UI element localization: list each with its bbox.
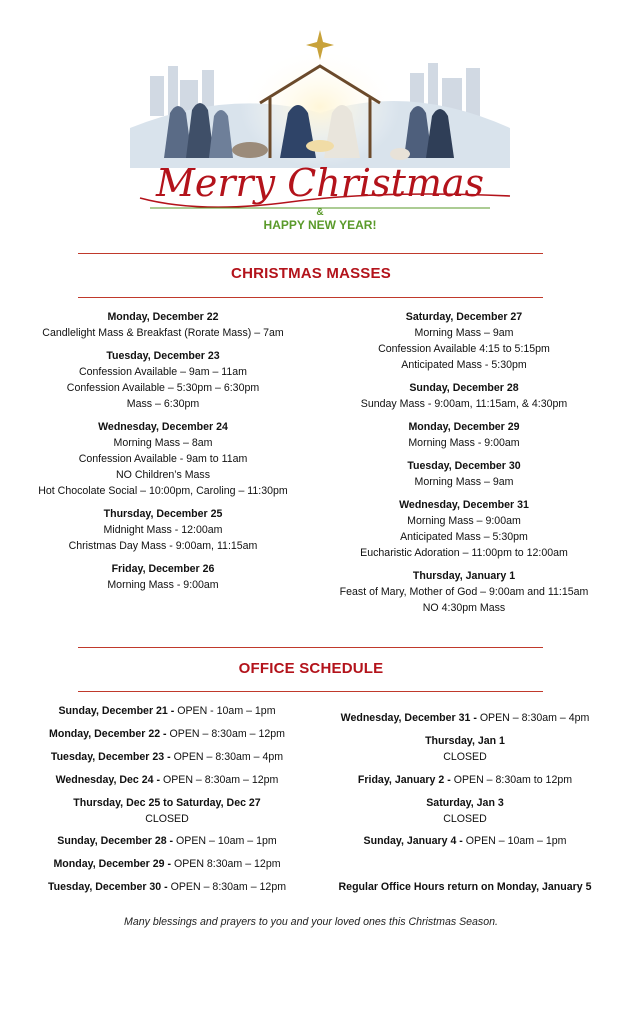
divider xyxy=(78,297,543,298)
divider xyxy=(78,253,543,254)
office-entry-status: CLOSED xyxy=(443,813,487,825)
office-entry xyxy=(22,772,312,788)
mass-line: Morning Mass - 9:00am xyxy=(408,437,520,449)
office-entry-day: Tuesday, December 23 - xyxy=(50,751,174,763)
mass-day-heading: Saturday, December 27 xyxy=(405,311,523,323)
office-entry-hours: OPEN – 8:30am – 12pm xyxy=(169,728,285,740)
masses-right-column xyxy=(314,309,614,623)
office-entry-status: CLOSED xyxy=(145,813,189,825)
divider xyxy=(78,691,543,692)
mass-line: Morning Mass – 8am xyxy=(113,437,213,449)
mass-day-heading: Tuesday, December 23 xyxy=(106,350,220,362)
mass-day-heading: Friday, December 26 xyxy=(111,563,215,575)
mass-line: Feast of Mary, Mother of God – 9:00am and 11:15am xyxy=(339,586,589,598)
office-entry-day: Thursday, Dec 25 to Saturday, Dec 27 xyxy=(73,797,261,809)
mass-line: Confession Available – 5:30pm – 6:30pm xyxy=(66,382,260,394)
mass-line: Morning Mass – 9am xyxy=(414,327,514,339)
divider xyxy=(78,647,543,648)
mass-line: Confession Available - 9am to 11am xyxy=(78,453,248,465)
mass-day-heading: Wednesday, December 24 xyxy=(98,421,228,433)
svg-text:HAPPY NEW YEAR!: HAPPY NEW YEAR! xyxy=(263,218,377,232)
office-entry-hours: OPEN 8:30am – 12pm xyxy=(173,858,281,870)
svg-text:Merry Christmas: Merry Christmas xyxy=(155,161,485,205)
mass-day-heading: Sunday, December 28 xyxy=(409,382,519,394)
mass-day xyxy=(18,309,308,341)
office-entry-hours: OPEN – 8:30am – 12pm xyxy=(162,774,279,786)
mass-day xyxy=(18,419,308,499)
nativity-illustration xyxy=(110,18,530,233)
office-entry-day: Monday, December 22 - xyxy=(49,728,170,740)
office-entry-hours: OPEN – 8:30am – 12pm xyxy=(170,881,287,893)
mass-day xyxy=(18,506,308,554)
office-entry xyxy=(315,833,615,849)
mass-line: Confession Available – 9am – 11am xyxy=(78,366,248,378)
office-entry-day: Saturday, Jan 3 xyxy=(426,797,504,809)
mass-line: Sunday Mass - 9:00am, 11:15am, & 4:30pm xyxy=(360,398,568,410)
mass-day xyxy=(314,419,614,451)
office-entry-day: Sunday, December 28 - xyxy=(57,835,177,847)
mass-line: Hot Chocolate Social – 10:00pm, Caroling – 11:30pm xyxy=(38,485,288,497)
office-entry-hours: OPEN – 8:30am – 4pm xyxy=(173,751,284,763)
office-entry xyxy=(22,726,312,742)
mass-line: Christmas Day Mass - 9:00am, 11:15am xyxy=(68,540,258,552)
mass-line: NO 4:30pm Mass xyxy=(422,602,506,614)
office-entry-status: CLOSED xyxy=(443,751,487,763)
office-entry xyxy=(315,710,615,726)
mass-line: Anticipated Mass - 5:30pm xyxy=(401,359,527,371)
masses-left-column xyxy=(18,309,308,600)
footer-blessing: Many blessings and prayers to you and your loved ones this Christmas Season. xyxy=(124,916,498,928)
masses-title: CHRISTMAS MASSES xyxy=(231,265,391,282)
office-entry-day: Monday, December 29 - xyxy=(53,858,174,870)
mass-day xyxy=(314,309,614,373)
office-entry-day: Wednesday, December 31 - xyxy=(340,712,480,724)
mass-line: NO Children’s Mass xyxy=(116,469,210,481)
office-entry xyxy=(315,772,615,788)
mass-day xyxy=(18,348,308,412)
mass-line: Midnight Mass - 12:00am xyxy=(103,524,223,536)
mass-line: Confession Available 4:15 to 5:15pm xyxy=(378,343,550,355)
office-entry-hours: OPEN – 10am – 1pm xyxy=(465,835,567,847)
mass-line: Morning Mass – 9:00am xyxy=(407,515,521,527)
mass-day xyxy=(314,497,614,561)
office-entry xyxy=(22,795,312,827)
office-entry xyxy=(22,703,312,719)
office-entry-day: Tuesday, December 30 - xyxy=(47,881,171,893)
mass-day-heading: Wednesday, December 31 xyxy=(399,499,529,511)
mass-line: Morning Mass – 9am xyxy=(414,476,514,488)
mass-day-heading: Monday, December 29 xyxy=(408,421,520,433)
office-entry xyxy=(22,879,312,895)
mass-day-heading: Monday, December 22 xyxy=(107,311,219,323)
office-entry-hours: OPEN – 10am – 1pm xyxy=(176,835,277,847)
mass-day-heading: Tuesday, December 30 xyxy=(407,460,521,472)
office-entry xyxy=(315,795,615,827)
office-entry-hours: OPEN - 10am – 1pm xyxy=(177,705,276,717)
mass-line: Mass – 6:30pm xyxy=(126,398,200,410)
mass-day xyxy=(18,561,308,593)
office-title: OFFICE SCHEDULE xyxy=(238,660,384,677)
office-entry-day: Sunday, January 4 - xyxy=(363,835,466,847)
mass-line: Candlelight Mass & Breakfast (Rorate Mass) – 7am xyxy=(42,327,284,339)
office-entry xyxy=(315,733,615,765)
mass-day xyxy=(314,458,614,490)
nativity-banner xyxy=(110,18,530,233)
office-entry-hours: OPEN – 8:30am to 12pm xyxy=(453,774,573,786)
mass-line: Morning Mass - 9:00am xyxy=(107,579,219,591)
mass-day-heading: Thursday, January 1 xyxy=(412,570,516,582)
office-entry-hours: OPEN – 8:30am – 4pm xyxy=(479,712,590,724)
mass-day xyxy=(314,380,614,412)
office-entry xyxy=(315,879,615,895)
office-entry-day: Wednesday, Dec 24 - xyxy=(55,774,163,786)
office-entry xyxy=(22,856,312,872)
mass-line: Anticipated Mass – 5:30pm xyxy=(400,531,528,543)
office-entry-day: Sunday, December 21 - xyxy=(58,705,178,717)
mass-line: Eucharistic Adoration – 11:00pm to 12:00am xyxy=(360,547,568,559)
mass-day xyxy=(314,568,614,616)
svg-text:&: & xyxy=(316,207,324,218)
office-entry-day: Regular Office Hours return on Monday, January 5 xyxy=(338,881,592,893)
office-entry xyxy=(22,749,312,765)
office-entry xyxy=(22,833,312,849)
office-entry-day: Friday, January 2 - xyxy=(357,774,454,786)
office-entry-day: Thursday, Jan 1 xyxy=(425,735,505,747)
mass-day-heading: Thursday, December 25 xyxy=(103,508,223,520)
